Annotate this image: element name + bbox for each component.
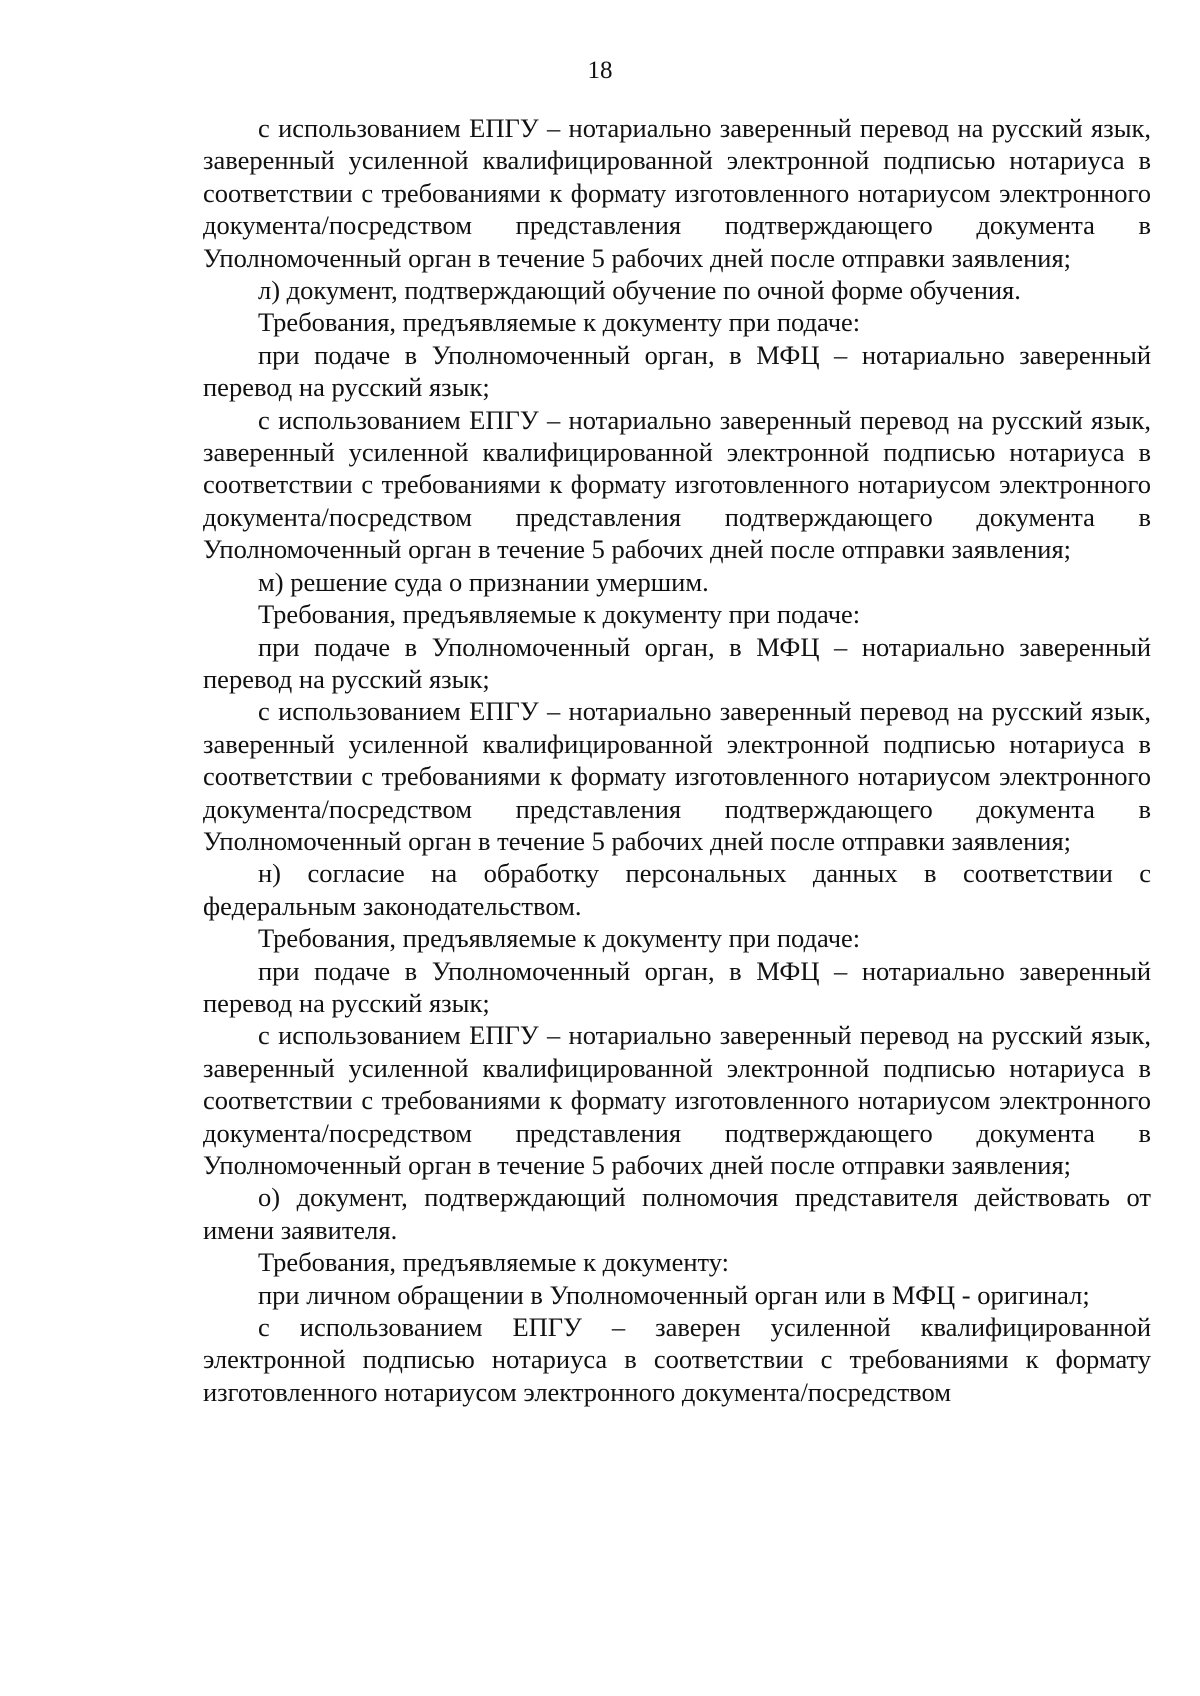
- paragraph: с использованием ЕПГУ – нотариально заверенный перевод на русский язык, заверенный усиленной квалифицированной электронной подписью нотариуса в соответствии с требованиями к формату изготовленного нотариусом электронного документа/посредством представления подтверждающего документа в Уполномоченный орган в течение 5 рабочих дней после отправки заявления;: [203, 113, 1151, 273]
- paragraph: с использованием ЕПГУ – нотариально заверенный перевод на русский язык, заверенный усиленной квалифицированной электронной подписью нотариуса в соответствии с требованиями к формату изготовленного нотариусом электронного документа/посредством представления подтверждающего документа в Уполномоченный орган в течение 5 рабочих дней после отправки заявления;: [203, 1020, 1151, 1180]
- paragraph: Требования, предъявляемые к документу при подаче:: [258, 923, 861, 954]
- paragraph: Требования, предъявляемые к документу:: [258, 1247, 730, 1278]
- document-body: [203, 112, 1151, 1408]
- paragraph: л) документ, подтверждающий обучение по очной форме обучения.: [258, 275, 1021, 306]
- paragraph: Требования, предъявляемые к документу при подаче:: [258, 599, 861, 630]
- paragraph: м) решение суда о признании умершим.: [258, 566, 709, 597]
- paragraph: н) согласие на обработку персональных данных в соответствии с федеральным законодательством.: [203, 858, 1151, 921]
- page-number: 18: [587, 57, 613, 84]
- paragraph: о) документ, подтверждающий полномочия представителя действовать от имени заявителя.: [203, 1182, 1151, 1245]
- paragraph: с использованием ЕПГУ – заверен усиленной квалифицированной электронной подписью нотариуса в соответствии с требованиями к формату изготовленного нотариусом электронного документа/посредством: [203, 1312, 1151, 1407]
- paragraph: с использованием ЕПГУ – нотариально заверенный перевод на русский язык, заверенный усиленной квалифицированной электронной подписью нотариуса в соответствии с требованиями к формату изготовленного нотариусом электронного документа/посредством представления подтверждающего документа в Уполномоченный орган в течение 5 рабочих дней после отправки заявления;: [203, 404, 1151, 565]
- paragraph: с использованием ЕПГУ – нотариально заверенный перевод на русский язык, заверенный усиленной квалифицированной электронной подписью нотариуса в соответствии с требованиями к формату изготовленного нотариусом электронного документа/посредством представления подтверждающего документа в Уполномоченный орган в течение 5 рабочих дней после отправки заявления;: [203, 696, 1151, 856]
- paragraph: при подаче в Уполномоченный орган, в МФЦ – нотариально заверенный перевод на русский язык;: [203, 631, 1151, 694]
- paragraph: при личном обращении в Уполномоченный орган или в МФЦ - оригинал;: [258, 1279, 1090, 1310]
- paragraph: при подаче в Уполномоченный орган, в МФЦ – нотариально заверенный перевод на русский язык;: [203, 339, 1151, 403]
- paragraph: при подаче в Уполномоченный орган, в МФЦ – нотариально заверенный перевод на русский язык;: [203, 955, 1151, 1018]
- paragraph: Требования, предъявляемые к документу при подаче:: [258, 307, 861, 338]
